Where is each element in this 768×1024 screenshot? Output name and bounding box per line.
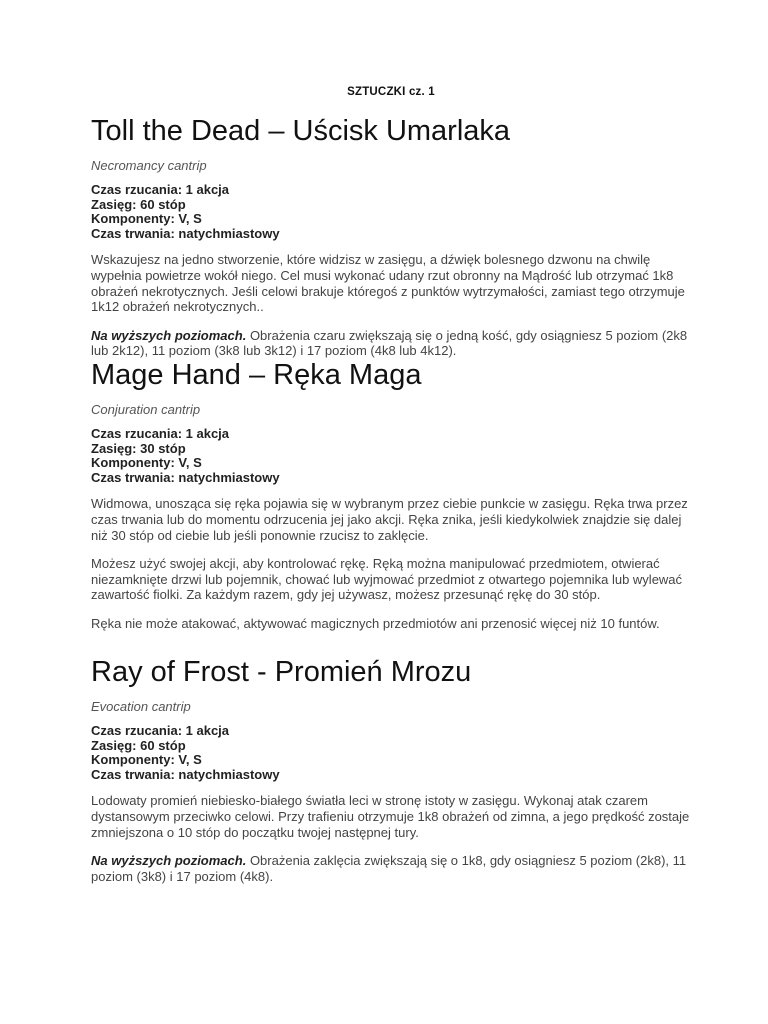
higher-levels-label: Na wyższych poziomach. [91, 327, 247, 343]
stat-casting-time: Czas rzucania: 1 akcja [91, 723, 230, 738]
spell-description-limits: Ręka nie może atakować, aktywować magicznych przedmiotów ani przenosić więcej niż 10 funtów. [91, 615, 660, 631]
stat-range: Zasięg: 30 stóp [91, 440, 186, 456]
stat-components: Komponenty: V, S [91, 752, 202, 768]
stat-casting-time: Czas rzucania: 1 akcja [91, 182, 230, 197]
spell-stats [91, 724, 691, 782]
spell-title: Mage Hand – Ręka Maga [91, 359, 422, 391]
stat-range: Zasięg: 60 stóp [91, 737, 186, 753]
spell-section-ray-of-frost [91, 655, 691, 897]
spell-description: Lodowaty promień niebiesko-białego światła leci w stronę istoty w zasięgu. Wykonaj atak czarem dystansowym przeciwko celowi. Przy trafieniu otrzymuje 1k8 obrażeń od zimna, a jego prędkość zostaje zmniejszona o 10 stóp do początku twojej następnej tury. [91, 793, 690, 840]
higher-levels-text: Obrażenia czaru zwiększają się o jedną kość, gdy osiągniesz 5 poziom (2k8 lub 2k12), 11 poziom (3k8 lub 3k12) i 17 poziom (4k8 lub 4k12). [91, 327, 688, 359]
spell-section-mage-hand [91, 358, 691, 645]
stat-components: Komponenty: V, S [91, 455, 202, 471]
spell-description-control: Możesz użyć swojej akcji, aby kontrolować rękę. Ręką można manipulować przedmiotem, otwierać niezamknięte drzwi lub pojemnik, chować lub wyjmować przedmiot z otwartego pojemnika lub wylewać zawartość fiolki. Za każdym razem, gdy jej używasz, możesz przesunąć rękę do 30 stóp. [91, 556, 683, 603]
stat-components: Komponenty: V, S [91, 211, 202, 227]
spell-stats [91, 183, 691, 241]
stat-casting-time: Czas rzucania: 1 akcja [91, 426, 230, 441]
spell-description: Widmowa, unosząca się ręka pojawia się w wybranym przez ciebie punkcie w zasięgu. Ręka trwa przez czas trwania lub do momentu odrzucenia jej jako akcji. Ręka znika, jeśli kiedykolwiek znajdzie się dalej niż 30 stóp od ciebie lub jeśli ponownie rzucisz to zaklęcie. [91, 496, 688, 543]
stat-range: Zasięg: 60 stóp [91, 196, 186, 212]
spell-title: Ray of Frost - Promień Mrozu [91, 656, 472, 688]
document-header: SZTUCZKI cz. 1 [347, 86, 435, 98]
spell-title: Toll the Dead – Uścisk Umarlaka [91, 115, 511, 147]
stat-duration: Czas trwania: natychmiastowy [91, 766, 280, 782]
spell-stats [91, 427, 691, 485]
spell-school: Necromancy cantrip [91, 158, 207, 173]
spell-higher-levels [91, 328, 691, 359]
stat-duration: Czas trwania: natychmiastowy [91, 225, 280, 241]
higher-levels-label: Na wyższych poziomach. [91, 853, 247, 869]
spell-description: Wskazujesz na jedno stworzenie, które widzisz w zasięgu, a dźwięk bolesnego dzwonu na chwilę wypełnia powietrze wokół niego. Cel musi wykonać udany rzut obronny na Mądrość lub otrzymać 1k8 obrażeń nekrotycznych. Jeśli celowi brakuje któregoś z punktów wytrzymałości, zamiast tego otrzymuje 1k12 obrażeń nekrotycznych.. [91, 252, 685, 315]
spell-higher-levels [91, 853, 691, 884]
higher-levels-text: Obrażenia zaklęcia zwiększają się o 1k8, gdy osiągniesz 5 poziom (2k8), 11 poziom (3k8) i 17 poziom (4k8). [91, 853, 687, 884]
spell-section-toll-the-dead [91, 114, 691, 372]
spell-school: Evocation cantrip [91, 699, 191, 714]
stat-duration: Czas trwania: natychmiastowy [91, 469, 280, 485]
spell-school: Conjuration cantrip [91, 402, 201, 417]
